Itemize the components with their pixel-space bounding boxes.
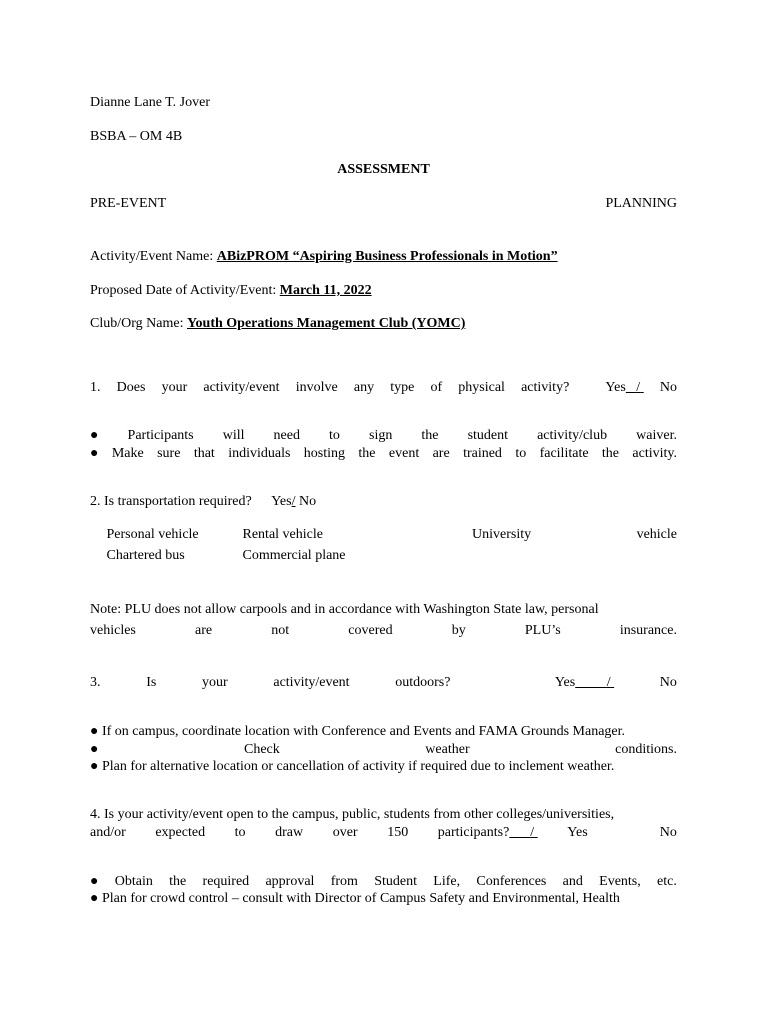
bullet-icon: ● xyxy=(90,428,99,443)
bullet-icon: ● xyxy=(90,759,99,774)
planning-label: PLANNING xyxy=(605,196,677,211)
option-personal-vehicle: Personal vehicle xyxy=(106,527,199,542)
club-name-label: Club/Org Name: xyxy=(90,316,184,331)
q4-bullet-1: ● Obtain the required approval from Student Life, Conferences and Events, etc. xyxy=(90,874,677,889)
q1-bullet-1: ● Participants will need to sign the student activity/club waiver. xyxy=(90,428,677,443)
proposed-date-value: March 11, 2022 xyxy=(279,283,372,298)
section-label: BSBA – OM 4B xyxy=(90,129,183,144)
bullet-icon: ● xyxy=(90,446,99,461)
activity-name-row xyxy=(90,248,677,265)
question-4-line-2: and/or expected to draw over 150 participants? / Yes No xyxy=(90,825,677,840)
q1-bullet-2: ● Make sure that individuals hosting the event are trained to facilitate the activity. xyxy=(90,446,677,461)
question-1: 1. Does your activity/event involve any type of physical activity? Yes / No xyxy=(90,380,677,395)
author-name: Dianne Lane T. Jover xyxy=(90,95,210,110)
pre-event-planning-heading xyxy=(90,195,677,212)
q1-answer: Yes / xyxy=(605,380,641,395)
option-chartered-bus: Chartered bus xyxy=(106,548,185,563)
q3-bullet-3: ● Plan for alternative location or cancellation of activity if required due to inclement weather. xyxy=(90,759,615,774)
question-2: 2. Is transportation required? Yes/ No xyxy=(90,494,317,509)
proposed-date-label: Proposed Date of Activity/Event: xyxy=(90,283,277,298)
pre-event-label: PRE-EVENT xyxy=(90,196,167,211)
option-university-label-2: vehicle xyxy=(636,527,677,542)
bullet-icon: ● xyxy=(90,874,99,889)
option-other-checkbox xyxy=(360,547,373,564)
option-commercial-plane: Commercial plane xyxy=(242,548,346,563)
bullet-icon: ● xyxy=(90,742,99,757)
page-title: ASSESSMENT xyxy=(337,162,430,177)
bullet-icon: ● xyxy=(90,891,99,906)
option-university-checkbox xyxy=(360,526,373,543)
club-name-row xyxy=(90,315,677,332)
document-page xyxy=(90,0,677,1024)
question-4-line-1: 4. Is your activity/event open to the campus, public, students from other colleges/universities, xyxy=(90,807,615,822)
activity-name-value: ABizPROM “Aspiring Business Professionals in Motion” xyxy=(216,249,558,264)
q3-bullet-1: ● If on campus, coordinate location with Conference and Events and FAMA Grounds Manager. xyxy=(90,724,626,739)
option-rental-vehicle: Rental vehicle xyxy=(242,527,323,542)
q4-answer-blank: participants? / xyxy=(437,825,535,840)
bullet-icon: ● xyxy=(90,724,99,739)
note-line-2: vehicles are not covered by PLU’s insurance. xyxy=(90,623,677,638)
option-university-label: University xyxy=(472,527,532,542)
question-3: 3. Is your activity/event outdoors? Yes / No xyxy=(90,675,677,690)
note-line-1: Note: PLU does not allow carpools and in accordance with Washington State law, personal xyxy=(90,602,599,617)
activity-name-label: Activity/Event Name: xyxy=(90,249,214,264)
club-name-value: Youth Operations Management Club (YOMC) xyxy=(186,316,466,331)
q3-bullet-2: ● Check weather conditions. xyxy=(90,742,677,757)
q3-answer: Yes / xyxy=(554,675,611,690)
q4-bullet-2: ● Plan for crowd control – consult with Director of Campus Safety and Environmental, Health xyxy=(90,891,620,906)
proposed-date-row xyxy=(90,282,677,299)
